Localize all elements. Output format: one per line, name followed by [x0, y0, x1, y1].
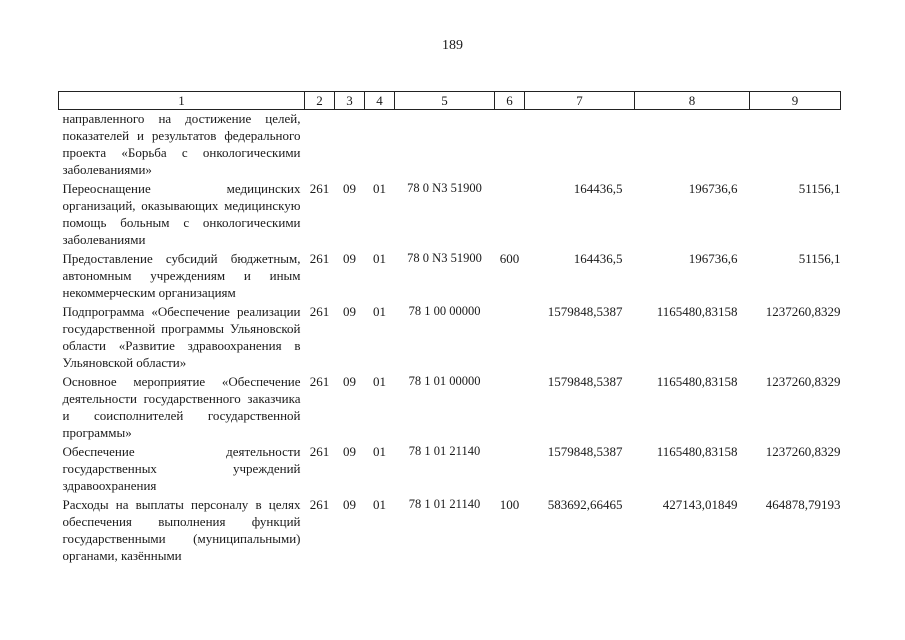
subsection-code: 01 [373, 497, 386, 512]
amount-col8: 1165480,83158 [656, 444, 738, 459]
grbs-code: 261 [309, 304, 330, 319]
subsection-code: 01 [373, 251, 386, 266]
column-header: 2 [305, 92, 335, 110]
column-header: 1 [59, 92, 305, 110]
section-code: 09 [343, 251, 356, 266]
section-code: 09 [343, 181, 356, 196]
column-header: 6 [495, 92, 525, 110]
subsection-code: 01 [373, 444, 386, 459]
expense-type-code [495, 373, 525, 443]
target-article-code: 78 1 01 21140 [408, 497, 481, 511]
target-article-code: 78 1 00 00000 [408, 304, 481, 318]
section-code: 09 [343, 497, 356, 512]
table-row [59, 250, 841, 303]
table-row [59, 303, 841, 373]
grbs-code: 261 [309, 444, 330, 459]
amount-col8: 1165480,83158 [656, 304, 738, 319]
subsection-code [365, 110, 395, 181]
amount-col9: 464878,79193 [765, 497, 841, 512]
expense-type-code [495, 110, 525, 181]
subsection-code: 01 [373, 181, 386, 196]
table-row [59, 180, 841, 250]
section-code: 09 [343, 374, 356, 389]
table-body [59, 110, 841, 567]
amount-col9: 1237260,8329 [765, 304, 841, 319]
expense-type-code [495, 180, 525, 250]
grbs-code: 261 [309, 374, 330, 389]
table-row [59, 443, 841, 496]
header-row [59, 92, 841, 110]
amount-col7: 164436,5 [573, 181, 623, 196]
column-header: 7 [525, 92, 635, 110]
amount-col9: 1237260,8329 [765, 374, 841, 389]
expense-type-code [495, 303, 525, 373]
item-name: направленного на достижение целей, показателей и результатов федерального проекта «Борьба с онкологическими заболеваниями» [62, 111, 301, 177]
section-code: 09 [343, 304, 356, 319]
target-article-code: 78 1 01 00000 [408, 374, 481, 388]
amount-col7: 1579848,5387 [547, 444, 623, 459]
column-header: 8 [635, 92, 750, 110]
target-article-code: 78 0 N3 51900 [407, 251, 482, 265]
expense-type-code: 600 [499, 251, 520, 266]
grbs-code [305, 110, 335, 181]
grbs-code: 261 [309, 497, 330, 512]
item-name: Подпрограмма «Обеспечение реализации государственной программы Ульяновской области «Развитие здравоохранения в Ульяновской области» [62, 304, 301, 370]
amount-col7: 1579848,5387 [547, 374, 623, 389]
budget-table [58, 91, 841, 566]
subsection-code: 01 [373, 374, 386, 389]
target-article-code: 78 1 01 21140 [408, 444, 481, 458]
column-header: 4 [365, 92, 395, 110]
target-article-code [395, 110, 495, 181]
amount-col7: 1579848,5387 [547, 304, 623, 319]
amount-col7 [525, 110, 635, 181]
expense-type-code [495, 443, 525, 496]
amount-col7: 583692,66465 [547, 497, 623, 512]
page-number: 189 [442, 38, 463, 53]
section-code: 09 [343, 444, 356, 459]
section-code [335, 110, 365, 181]
amount-col9: 1237260,8329 [765, 444, 841, 459]
grbs-code: 261 [309, 181, 330, 196]
table-row [59, 373, 841, 443]
grbs-code: 261 [309, 251, 330, 266]
expense-type-code: 100 [499, 497, 520, 512]
amount-col8: 196736,6 [688, 251, 738, 266]
amount-col8: 427143,01849 [662, 497, 738, 512]
amount-col9: 51156,1 [798, 181, 841, 196]
column-header: 3 [335, 92, 365, 110]
amount-col9 [750, 110, 841, 181]
subsection-code: 01 [373, 304, 386, 319]
item-name: Основное мероприятие «Обеспечение деятельности государственного заказчика и соисполнителей государственной программы» [62, 374, 301, 440]
target-article-code: 78 0 N3 51900 [407, 181, 482, 195]
column-header: 9 [750, 92, 841, 110]
amount-col9: 51156,1 [798, 251, 841, 266]
item-name: Обеспечение деятельности государственных учреждений здравоохранения [62, 444, 301, 493]
amount-col8: 1165480,83158 [656, 374, 738, 389]
column-header: 5 [395, 92, 495, 110]
amount-col8 [635, 110, 750, 181]
amount-col7: 164436,5 [573, 251, 623, 266]
amount-col8: 196736,6 [688, 181, 738, 196]
table-row [59, 110, 841, 181]
table-header [59, 92, 841, 110]
item-name: Предоставление субсидий бюджетным, автономным учреждениям и иным некоммерческим организациям [62, 251, 301, 300]
table-row [59, 496, 841, 566]
item-name: Переоснащение медицинских организаций, оказывающих медицинскую помощь больным с онкологическими заболеваниями [62, 181, 301, 247]
item-name: Расходы на выплаты персоналу в целях обеспечения выполнения функций государственными (муниципальными) органами, казёнными [62, 497, 301, 563]
